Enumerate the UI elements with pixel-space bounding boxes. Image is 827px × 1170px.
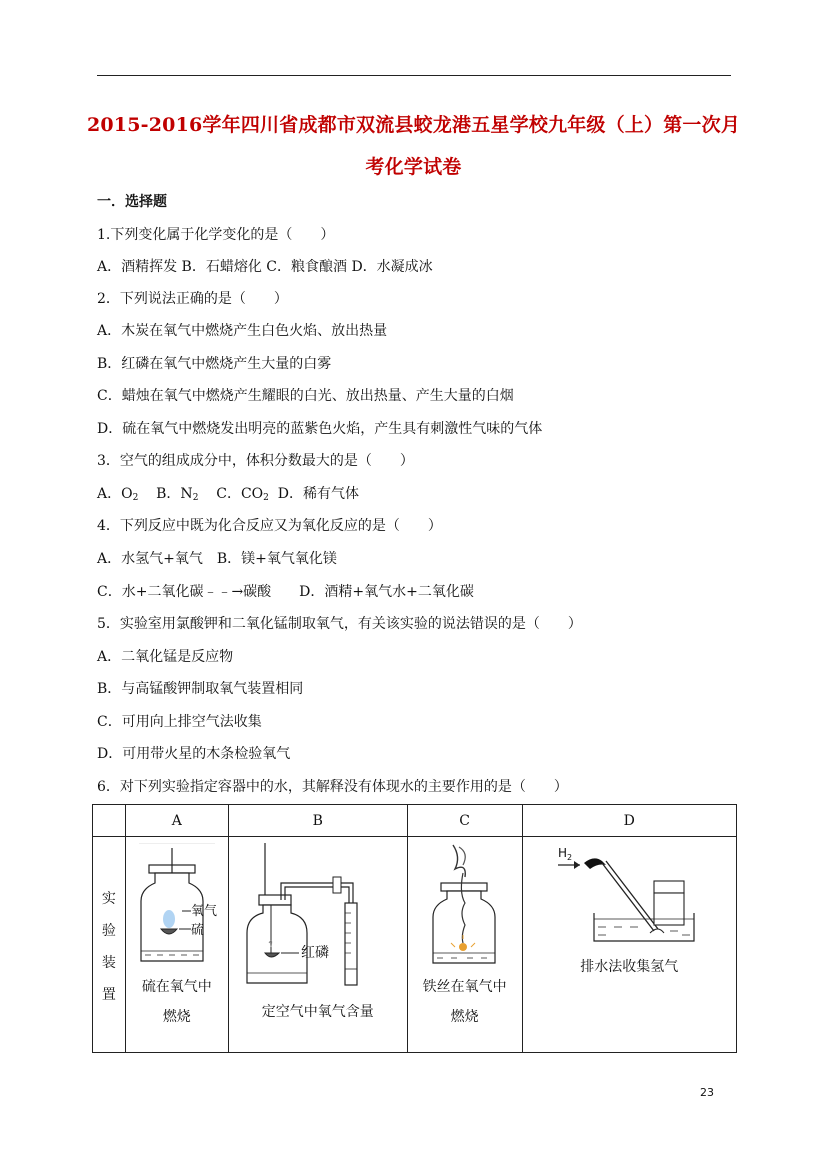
q3-stem: 3．空气的组成成分中，体积分数最大的是（ ） — [97, 453, 414, 469]
q5-option-b: B．与高锰酸钾制取氧气装置相同 — [97, 681, 304, 697]
cell-a — [125, 837, 228, 1053]
table-corner — [93, 805, 126, 837]
caption-d: 排水法收集氢气 — [580, 959, 679, 975]
cell-b — [228, 837, 407, 1053]
q5-option-a: A．二氧化锰是反应物 — [97, 649, 234, 665]
caption-c-line1: 铁丝在氧气中 — [422, 979, 507, 995]
page-number: 23 — [700, 1086, 714, 1099]
cell-c — [407, 837, 522, 1053]
iron-wire-combustion-apparatus — [415, 843, 515, 968]
caption-a-line2: 燃烧 — [162, 1009, 191, 1025]
q6-stem: 6．对下列实验指定容器中的水，其解释没有体现水的主要作用的是（ ） — [97, 779, 568, 795]
q4-stem: 4．下列反应中既为化合反应又为氧化反应的是（ ） — [97, 518, 442, 534]
table-header-row — [93, 805, 737, 837]
q5-option-d: D．可用带火星的木条检验氧气 — [97, 746, 291, 762]
exam-title-line1: 2015-2016学年四川省成都市双流县蛟龙港五星学校九年级（上）第一次月 — [86, 114, 741, 136]
q2-stem: 2．下列说法正确的是（ ） — [97, 291, 288, 307]
label-h2: $H_2$ — [558, 846, 573, 862]
section-heading: 一．选择题 — [97, 194, 167, 210]
q5-stem: 5．实验室用氯酸钾和二氧化锰制取氧气，有关该实验的说法错误的是（ ） — [97, 616, 582, 632]
header-a: A — [125, 805, 228, 837]
q4-options-cd: C．水+二氧化碳﹣﹣→碳酸 D．酒精+氧气水+二氧化碳 — [97, 584, 474, 600]
q1-options: A．酒精挥发 B．石蜡熔化 C．粮食酿酒 D．水凝成冰 — [97, 259, 433, 275]
label-red-phosphorus: 红磷 — [300, 945, 329, 961]
sulfur-combustion-apparatus — [127, 843, 227, 968]
table-apparatus-row — [93, 837, 737, 1053]
hydrogen-collection-apparatus — [554, 843, 704, 948]
header-rule — [97, 75, 731, 76]
q1-stem: 1.下列变化属于化学变化的是（ ） — [97, 227, 335, 243]
caption-c-line2: 燃烧 — [450, 1009, 479, 1025]
q4-options-ab: A．水氢气+氧气 B．镁+氧气氧化镁 — [97, 551, 337, 567]
header-c: C — [407, 805, 522, 837]
q5-option-c: C．可用向上排空气法收集 — [97, 714, 262, 730]
row-label: 实 验 装 置 — [93, 837, 126, 1053]
exam-title-line2: 考化学试卷 — [365, 156, 462, 178]
label-oxygen: 氧气 — [190, 904, 217, 919]
caption-b: 定空气中氧气含量 — [261, 1004, 374, 1020]
q3-options: A．$O_2$ B．$N_2$ C．$CO_2$ D．稀有气体 — [97, 486, 360, 503]
cell-d — [522, 837, 736, 1053]
caption-a-line1: 硫在氧气中 — [141, 979, 212, 995]
label-sulfur: 硫 — [190, 923, 204, 938]
q2-option-a: A．木炭在氧气中燃烧产生白色火焰、放出热量 — [97, 323, 388, 339]
q2-option-b: B．红磷在氧气中燃烧产生大量的白雾 — [97, 356, 332, 372]
header-b: B — [228, 805, 407, 837]
q2-option-d: D．硫在氧气中燃烧发出明亮的蓝紫色火焰，产生具有刺激性气味的气体 — [97, 421, 543, 437]
q2-option-c: C．蜡烛在氧气中燃烧产生耀眼的白光、放出热量、产生大量的白烟 — [97, 388, 514, 404]
header-d: D — [522, 805, 736, 837]
experiment-table — [92, 804, 737, 1053]
oxygen-content-apparatus — [233, 843, 403, 993]
